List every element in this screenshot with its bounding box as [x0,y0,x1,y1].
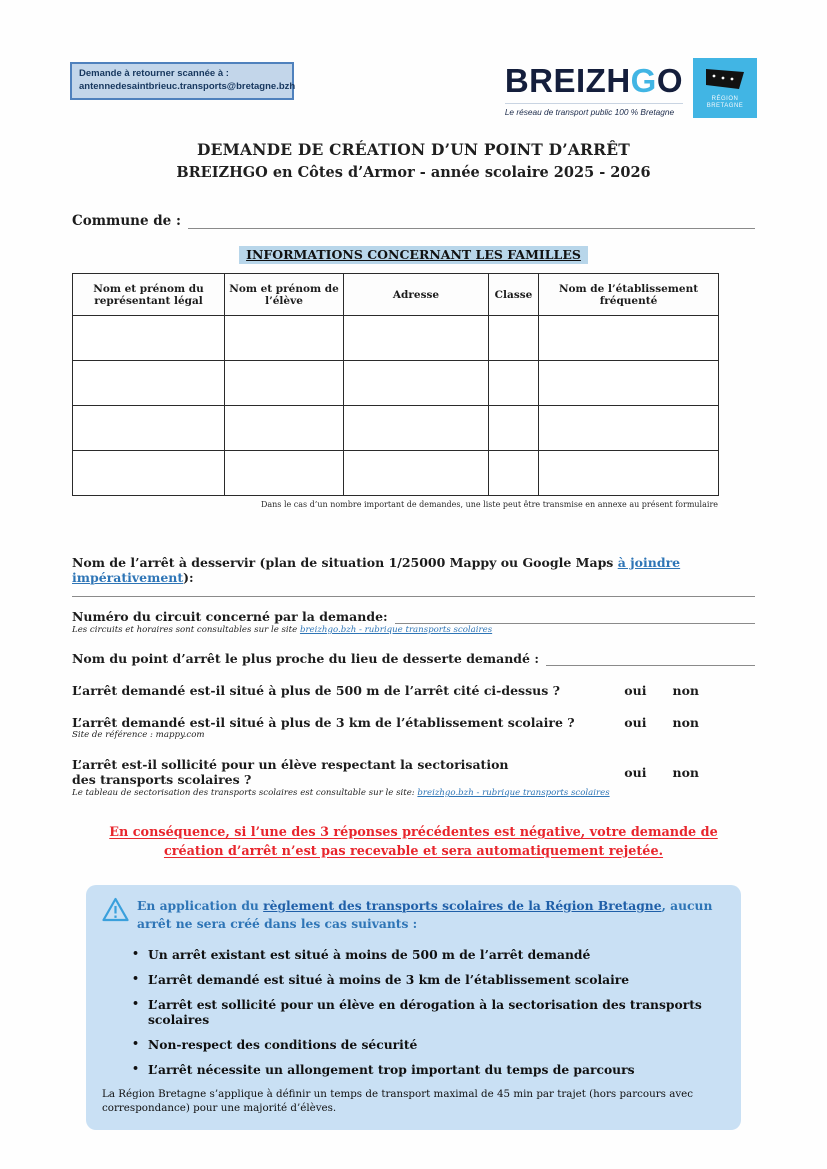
info-intro-suffix: , aucun arrêt ne sera créé dans les cas suivants : [137,898,713,931]
table-cell[interactable] [73,361,225,406]
region-bretagne-logo [693,58,757,118]
question-sectorisation-answers [624,765,699,780]
return-note-box [70,62,294,100]
transport-rules-link[interactable]: règlement des transports scolaires de la Région Bretagne [263,898,662,914]
table-cell[interactable] [489,316,539,361]
logo-text-g: G [630,62,657,99]
table-cell[interactable] [73,316,225,361]
table-header-row [73,274,719,316]
table-row [73,451,719,496]
logo-text-o: O [656,62,683,99]
table-row [73,361,719,406]
answer-oui[interactable]: oui [624,683,647,698]
question-sectorisation-text [72,757,509,787]
table-footnote: Dans le cas d’un nombre important de demandes, une liste peut être transmise en annexe au présent formulaire [260,500,718,509]
nearest-stop-label: Nom du point d’arrêt le plus proche du lieu de desserte demandé : [72,651,539,666]
info-bullet: • Non-respect des conditions de sécurité [132,1037,723,1052]
table-row [73,316,719,361]
table-cell[interactable] [225,451,344,496]
question-3km-answers [624,715,699,730]
circuit-number-input-line[interactable] [395,609,755,624]
column-header-representant: Nom et prénom du représentant légal [73,274,225,316]
table-cell[interactable] [344,406,489,451]
breizhgo-logo [505,64,757,118]
info-intro [102,897,723,933]
column-header-adresse: Adresse [344,274,489,316]
circuit-number-label: Numéro du circuit concerné par la demande: [72,609,388,624]
question-3km-text: L’arrêt demandé est-il situé à plus de 3 km de l’établissement scolaire ? [72,715,575,730]
column-header-etablissement: Nom de l’établissement fréquenté [539,274,719,316]
region-label: RÉGION BRETAGNE [706,96,744,109]
info-bullet: • L’arrêt nécessite un allongement trop important du temps de parcours [132,1062,723,1077]
info-intro-prefix: En application du [137,898,264,914]
table-cell[interactable] [344,361,489,406]
stop-name-label [72,555,755,585]
rejection-warning: En conséquence, si l’une des 3 réponses précédentes est négative, votre demande de création d’arrêt n’est pas recevable et sera automatiquement rejetée. [109,825,718,859]
stop-name-block [72,555,755,597]
nearest-stop-input-line[interactable] [546,651,755,666]
families-section-title: INFORMATIONS CONCERNANT LES FAMILLES [239,246,588,264]
breizhgo-wordmark [505,64,683,97]
question-sectorisation-line2: des transports scolaires ? [72,772,252,787]
circuit-note-text: Les circuits et horaires sont consultables sur le site [72,625,300,635]
page-header [0,0,827,118]
table-row [73,406,719,451]
return-note-text: Demande à retourner scannée à : [79,68,229,79]
title-line-2: BREIZHGO en Côtes d’Armor - année scolaire 2025 - 2026 [176,164,651,181]
info-bullet: • L’arrêt est sollicité pour un élève en dérogation à la sectorisation des transports scolaires [132,997,723,1027]
join-map-link[interactable]: à joindre impérativement [72,555,681,585]
question-500m-answers [624,683,699,698]
table-cell[interactable] [344,451,489,496]
answer-oui[interactable]: oui [624,764,647,780]
mappy-note: Site de référence : mappy.com [72,730,205,740]
warning-icon [102,897,129,926]
table-cell[interactable] [489,406,539,451]
table-cell[interactable] [225,361,344,406]
table-cell[interactable] [225,406,344,451]
return-email-link[interactable]: antennedesaintbrieuc.transports@bretagne.bzh [79,80,296,92]
answer-oui[interactable]: oui [624,715,647,730]
circuit-row [72,609,755,624]
column-header-eleve: Nom et prénom de l’élève [225,274,344,316]
table-cell[interactable] [539,451,719,496]
question-sectorisation-line1: L’arrêt est-il sollicité pour un élève respectant la sectorisation [72,757,509,772]
logo-tagline: Le réseau de transport public 100 % Bretagne [505,103,683,117]
commune-row [72,213,755,229]
breizhgo-site-link[interactable]: breizhgo.bzh - rubrique transports scolaires [299,625,493,635]
info-bullet: • Un arrêt existant est situé à moins de 500 m de l’arrêt demandé [132,947,723,962]
answer-non[interactable]: non [672,715,699,730]
sectorisation-note-text: Le tableau de sectorisation des transports scolaires est consultable sur le site: [72,788,418,798]
info-footer: La Région Bretagne s’applique à définir un temps de transport maximal de 45 min par trajet (hors parcours avec correspondance) pour une majorité d’élèves. [102,1087,694,1115]
question-3km [72,715,755,730]
info-bullet: • L’arrêt demandé est situé à moins de 3 km de l’établissement scolaire [132,972,723,987]
title-line-1: DEMANDE DE CRÉATION D’UN POINT D’ARRÊT [197,140,630,159]
answer-non[interactable]: non [672,683,699,698]
table-cell[interactable] [225,316,344,361]
question-500m [72,683,755,698]
stop-name-text: Nom de l’arrêt à desservir (plan de situation 1/25000 Mappy ou Google Maps [72,555,618,570]
circuit-note [72,625,755,635]
stop-name-input-line[interactable] [72,587,755,597]
table-cell[interactable] [489,361,539,406]
table-cell[interactable] [73,451,225,496]
page-title [0,140,827,181]
sectorisation-site-link[interactable]: breizhgo.bzh - rubrique transports scolaires [417,788,610,798]
column-header-classe: Classe [489,274,539,316]
table-cell[interactable] [73,406,225,451]
nearest-stop-row [72,651,755,666]
sectorisation-note [72,788,755,798]
question-sectorisation [72,757,755,787]
stop-name-suffix: ): [183,570,194,585]
info-box [86,885,741,1129]
families-table [72,273,719,496]
bretagne-flag-icon [704,66,746,94]
info-bullet-list [132,947,723,1077]
commune-input-line[interactable] [188,214,755,229]
table-cell[interactable] [489,451,539,496]
commune-label: Commune de : [72,213,181,229]
logo-text-breizh: BREIZH [504,62,631,99]
question-500m-text: L’arrêt demandé est-il situé à plus de 500 m de l’arrêt cité ci-dessus ? [72,683,560,698]
table-cell[interactable] [344,316,489,361]
table-cell[interactable] [539,361,719,406]
table-cell[interactable] [539,316,719,361]
table-cell[interactable] [539,406,719,451]
answer-non[interactable]: non [672,764,699,780]
